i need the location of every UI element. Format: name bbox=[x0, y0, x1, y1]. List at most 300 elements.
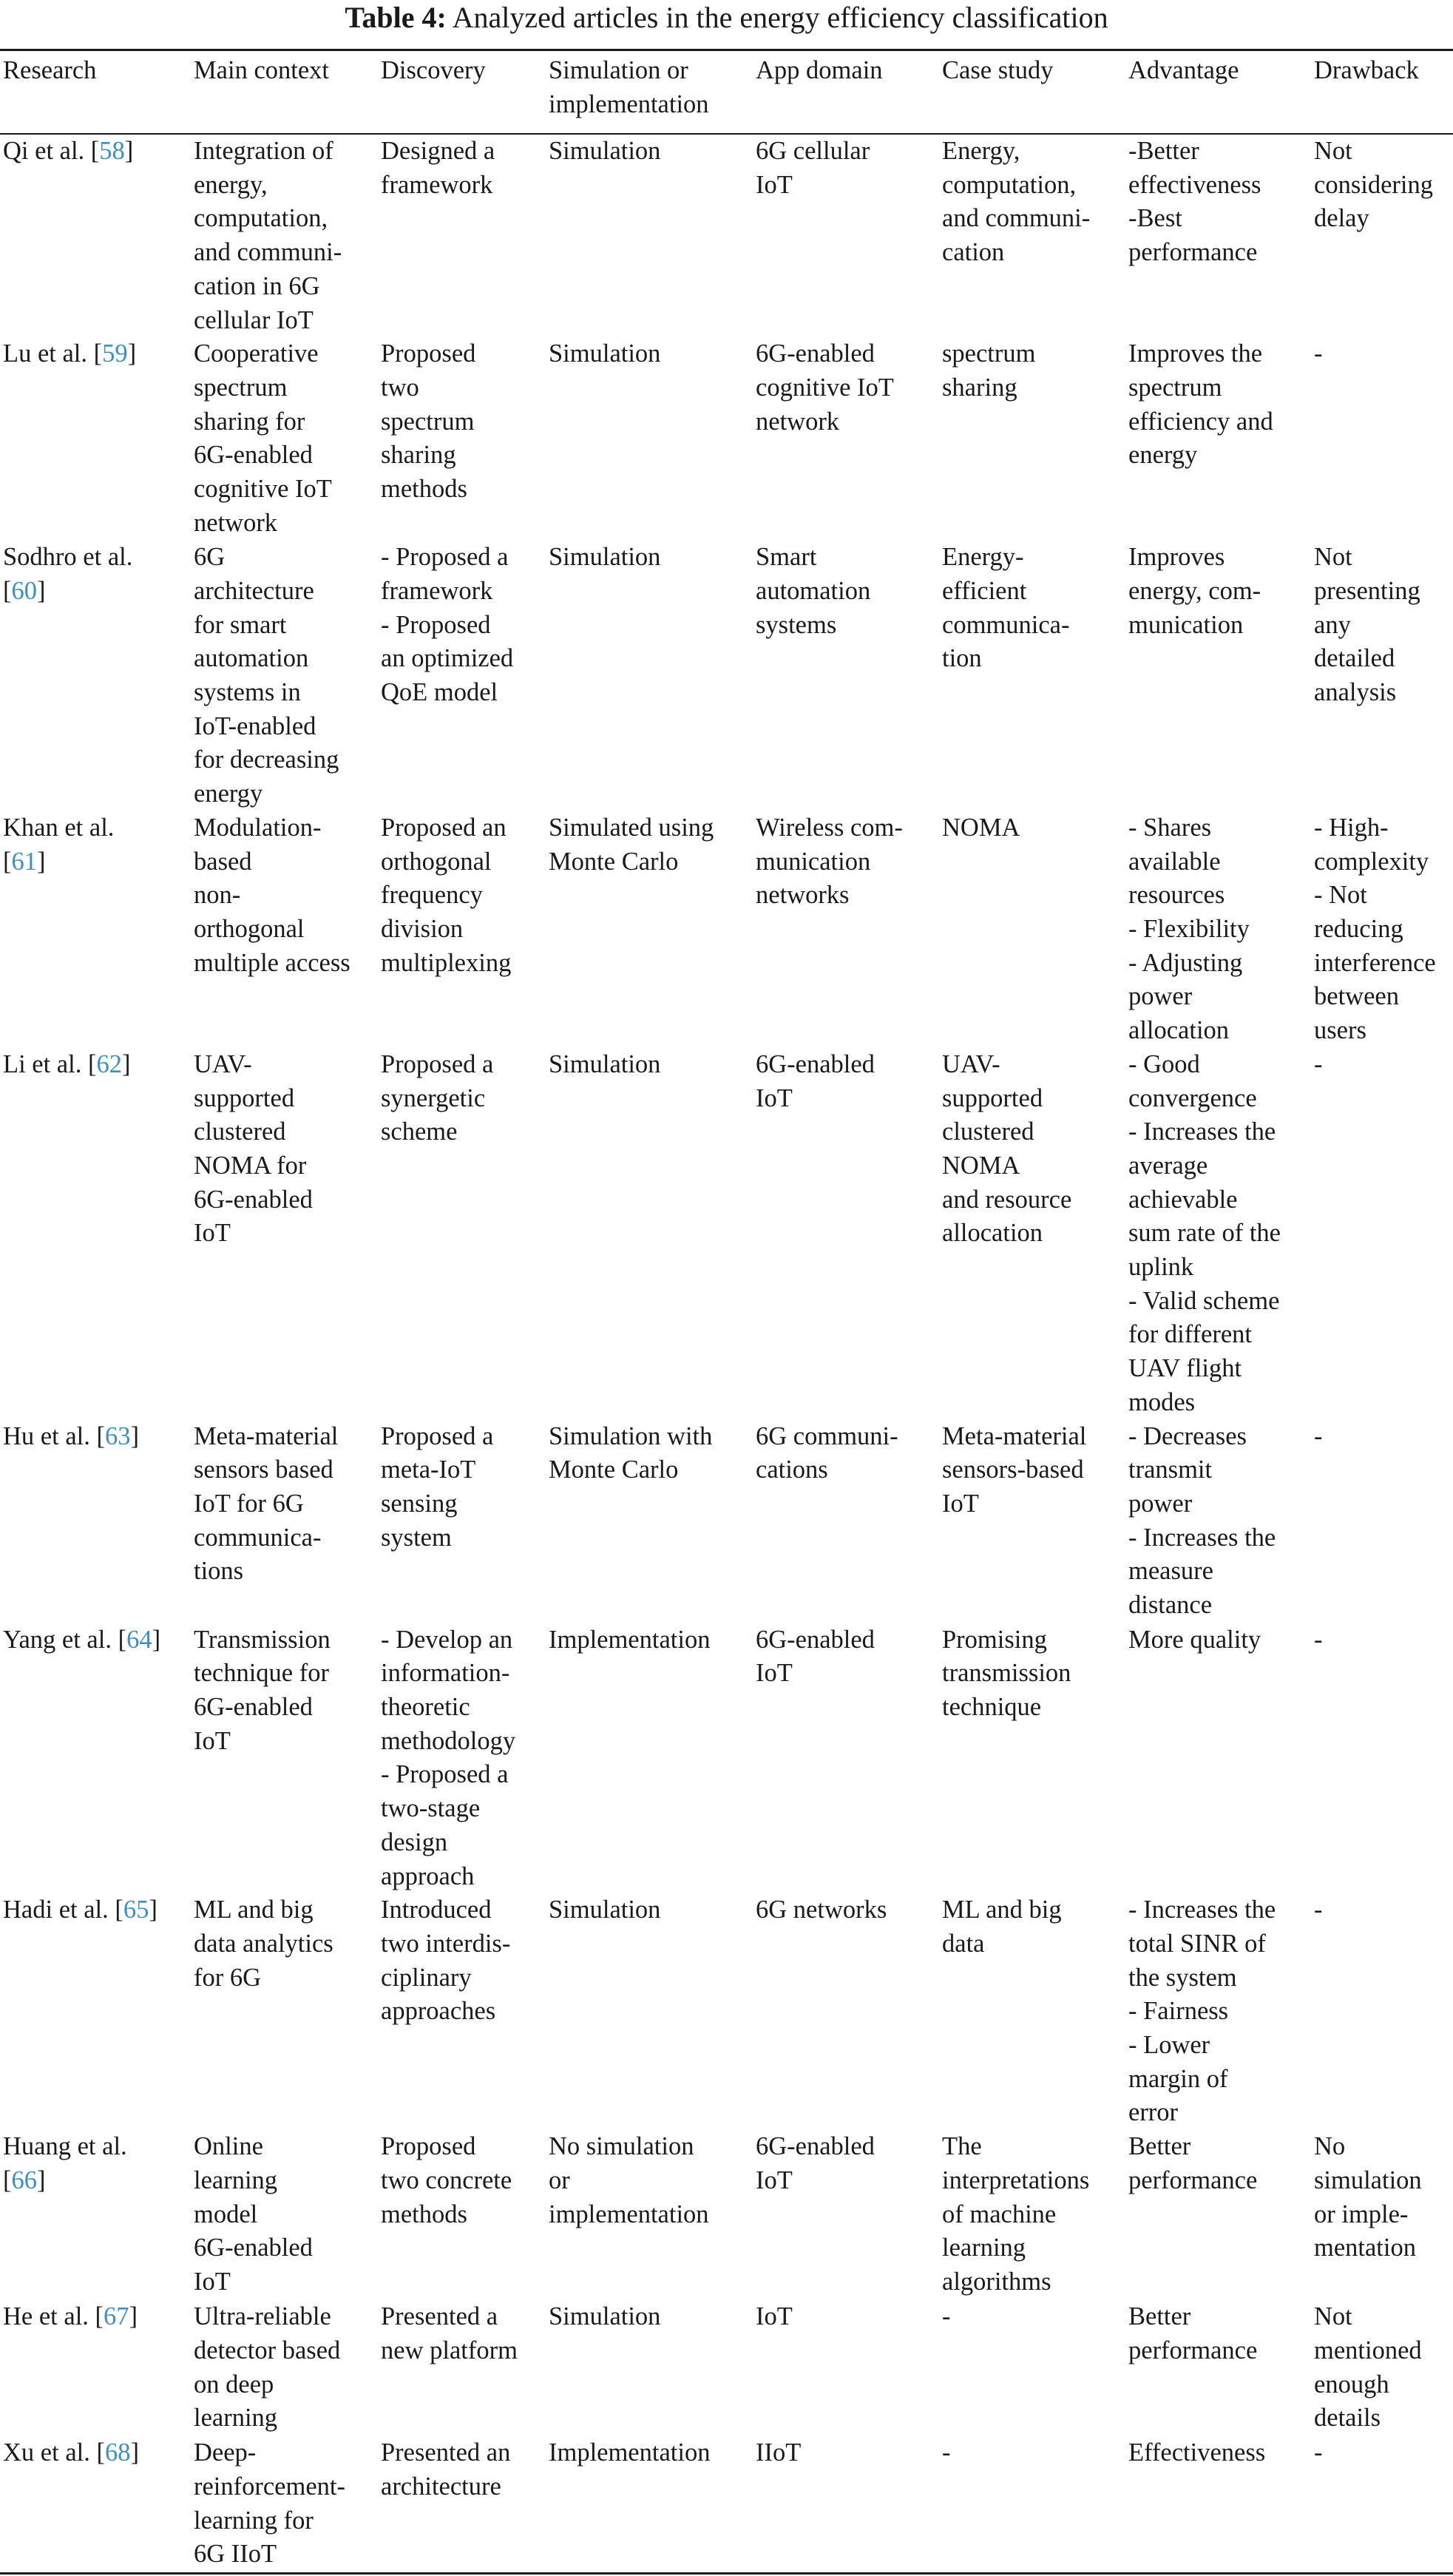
cell-advantage bbox=[1125, 811, 1311, 1048]
cell-line: Simulation bbox=[549, 137, 661, 165]
cell-line: 6G IIoT bbox=[194, 2540, 277, 2569]
cell-line: network bbox=[194, 508, 278, 537]
cell-research bbox=[0, 133, 191, 337]
reference-link[interactable]: 63 bbox=[104, 1421, 131, 1450]
cell-line: non- bbox=[194, 881, 241, 910]
cell-line: - Lower bbox=[1128, 2031, 1210, 2060]
cell-line: cation in 6G bbox=[194, 271, 320, 300]
cell-line: tion bbox=[942, 644, 982, 673]
cell-line: and communi- bbox=[942, 204, 1091, 233]
cell-line: Introduced bbox=[381, 1896, 492, 1924]
cell-line: No simulation bbox=[549, 2132, 694, 2161]
cell-discovery bbox=[378, 2436, 546, 2572]
cell-main-context bbox=[191, 541, 378, 811]
cell-line: Improves the bbox=[1128, 339, 1263, 368]
ref-bracket-close: ] bbox=[37, 2166, 46, 2194]
cell-line: Energy- bbox=[942, 543, 1024, 572]
ref-bracket-open: [ bbox=[3, 847, 12, 876]
cell-line: IoT-enabled bbox=[194, 711, 316, 740]
research-author: Hadi et al. [ bbox=[3, 1896, 123, 1924]
reference-link[interactable]: 67 bbox=[104, 2302, 129, 2331]
cell-advantage bbox=[1125, 1893, 1311, 2130]
cell-line: Energy, bbox=[942, 137, 1020, 165]
cell-line: presenting bbox=[1314, 576, 1420, 605]
cell-app-domain bbox=[753, 541, 939, 811]
cell-line: - Proposed a bbox=[381, 1760, 509, 1789]
cell-line: systems bbox=[756, 610, 837, 639]
cell-line: mentioned bbox=[1314, 2336, 1422, 2364]
cell-line: reinforcement- bbox=[194, 2472, 345, 2501]
research-author-line bbox=[3, 1893, 191, 1927]
cell-line: IoT bbox=[756, 2166, 793, 2194]
reference-link[interactable]: 62 bbox=[96, 1049, 122, 1078]
cell-line: NOMA bbox=[942, 1151, 1020, 1180]
cell-line: technique for bbox=[194, 1659, 329, 1688]
cell-line: - bbox=[942, 2302, 951, 2331]
table-row bbox=[0, 811, 1453, 1048]
cell-drawback bbox=[1311, 2300, 1453, 2436]
cell-discovery bbox=[378, 2300, 546, 2436]
cell-line: Ultra-reliable bbox=[194, 2302, 331, 2331]
cell-line: - Increases the bbox=[1128, 1118, 1276, 1146]
cell-research bbox=[0, 2130, 191, 2300]
cell-main-context bbox=[191, 337, 378, 541]
cell-line: IoT bbox=[194, 1726, 231, 1755]
table-row bbox=[0, 2130, 1453, 2300]
cell-line: reducing bbox=[1314, 914, 1403, 943]
research-author: He et al. [ bbox=[3, 2302, 104, 2331]
cell-drawback bbox=[1311, 133, 1453, 337]
cell-line: performance bbox=[1128, 2166, 1258, 2194]
reference-link[interactable]: 66 bbox=[11, 2166, 37, 2194]
cell-line: multiple access bbox=[194, 948, 350, 977]
research-author: Khan et al. bbox=[3, 813, 115, 842]
cell-drawback bbox=[1311, 1623, 1453, 1894]
cell-line: approach bbox=[381, 1862, 475, 1890]
cell-line: two interdis- bbox=[381, 1929, 511, 1958]
cell-advantage bbox=[1125, 337, 1311, 541]
cell-line: meta-IoT bbox=[381, 1456, 476, 1484]
cell-line: mentation bbox=[1314, 2234, 1416, 2262]
table-row bbox=[0, 133, 1453, 337]
cell-line: - Increases the bbox=[1128, 1523, 1276, 1552]
cell-simulation-or-implementation bbox=[546, 1048, 753, 1420]
cell-line: sharing bbox=[942, 373, 1017, 402]
cell-line: simulation bbox=[1314, 2166, 1422, 2194]
cell-drawback bbox=[1311, 2436, 1453, 2572]
cell-line: ciplinary bbox=[381, 1963, 472, 1992]
cell-line: Simulated using bbox=[549, 813, 714, 842]
column-header-line: Drawback bbox=[1314, 56, 1419, 84]
cell-line: computation, bbox=[942, 170, 1077, 199]
cell-line: supported bbox=[194, 1084, 295, 1112]
cell-line: data bbox=[942, 1929, 985, 1958]
cell-drawback bbox=[1311, 1893, 1453, 2130]
cell-line: error bbox=[1128, 2098, 1179, 2127]
cell-line: details bbox=[1314, 2404, 1381, 2433]
column-header-app-domain bbox=[753, 51, 939, 133]
cell-line: clustered bbox=[942, 1118, 1034, 1146]
table-row bbox=[0, 1048, 1453, 1420]
research-author: Yang et al. [ bbox=[3, 1625, 127, 1654]
energy-efficiency-table bbox=[0, 51, 1453, 2572]
cell-line: transmit bbox=[1128, 1456, 1213, 1484]
research-author-line bbox=[3, 1048, 191, 1082]
cell-line: communica- bbox=[942, 610, 1070, 639]
cell-line: 6G-enabled bbox=[756, 1625, 875, 1654]
reference-link[interactable]: 65 bbox=[123, 1896, 149, 1924]
cell-line: 6G-enabled bbox=[194, 1692, 313, 1721]
table-row bbox=[0, 1623, 1453, 1894]
cell-line: allocation bbox=[1128, 1016, 1230, 1045]
cell-line: - Increases the bbox=[1128, 1896, 1276, 1924]
cell-line: UAV- bbox=[194, 1049, 252, 1078]
column-header-line: implementation bbox=[549, 89, 709, 118]
cell-line: allocation bbox=[942, 1219, 1043, 1248]
cell-line: Implementation bbox=[549, 2438, 711, 2467]
research-ref-line bbox=[3, 845, 191, 879]
cell-line: More quality bbox=[1128, 1625, 1261, 1654]
cell-line: effectiveness bbox=[1128, 170, 1261, 199]
cell-line: sensing bbox=[381, 1489, 458, 1518]
cell-line: synergetic bbox=[381, 1084, 486, 1112]
cell-line: IoT bbox=[756, 1084, 793, 1112]
cell-line: - Shares bbox=[1128, 813, 1212, 842]
cell-line: performance bbox=[1128, 2336, 1258, 2364]
research-author: Lu et al. [ bbox=[3, 339, 103, 368]
cell-line: Modulation- bbox=[194, 813, 322, 842]
cell-line: UAV- bbox=[942, 1049, 1000, 1078]
cell-discovery bbox=[378, 337, 546, 541]
cell-main-context bbox=[191, 1420, 378, 1623]
cell-line: energy bbox=[1128, 441, 1198, 470]
research-author-line bbox=[3, 2300, 191, 2334]
table-row bbox=[0, 1420, 1453, 1623]
cell-case-study bbox=[939, 1893, 1125, 2130]
cell-line: QoE model bbox=[381, 678, 498, 707]
cell-line: 6G-enabled bbox=[194, 2234, 313, 2262]
ref-bracket-close: ] bbox=[130, 1421, 139, 1450]
reference-link[interactable]: 58 bbox=[99, 137, 125, 165]
research-author: Hu et al. [ bbox=[3, 1421, 105, 1450]
column-header-advantage bbox=[1125, 51, 1311, 133]
cell-line: IoT for 6G bbox=[194, 1489, 304, 1518]
cell-main-context bbox=[191, 1623, 378, 1894]
cell-line: 6G-enabled bbox=[756, 2132, 875, 2161]
column-header-research bbox=[0, 51, 191, 133]
cell-line: UAV flight bbox=[1128, 1354, 1242, 1383]
cell-line: energy, bbox=[194, 170, 268, 199]
table-caption-title: Analyzed articles in the energy efficiency classification bbox=[452, 1, 1108, 34]
cell-app-domain bbox=[753, 2436, 939, 2572]
cell-line: interpretations bbox=[942, 2166, 1090, 2194]
cell-advantage bbox=[1125, 541, 1311, 811]
cell-main-context bbox=[191, 1048, 378, 1420]
cell-line: interference bbox=[1314, 948, 1436, 977]
cell-research bbox=[0, 1420, 191, 1623]
research-author: Li et al. [ bbox=[3, 1049, 97, 1078]
cell-line: on deep bbox=[194, 2370, 274, 2398]
cell-line: 6G bbox=[194, 543, 226, 572]
cell-research bbox=[0, 2300, 191, 2436]
cell-line: - Proposed bbox=[381, 610, 491, 639]
cell-line: scheme bbox=[381, 1118, 458, 1146]
cell-line: and communi- bbox=[194, 238, 342, 267]
cell-line: 6G communi- bbox=[756, 1421, 898, 1450]
cell-app-domain bbox=[753, 337, 939, 541]
cell-simulation-or-implementation bbox=[546, 2436, 753, 2572]
cell-line: - High- bbox=[1314, 813, 1389, 842]
cell-line: framework bbox=[381, 576, 493, 605]
cell-line: - Adjusting bbox=[1128, 948, 1243, 977]
cell-app-domain bbox=[753, 1623, 939, 1894]
cell-line: measure bbox=[1128, 1557, 1213, 1586]
cell-line: users bbox=[1314, 1016, 1366, 1045]
cell-line: or bbox=[549, 2166, 570, 2194]
cell-line: Designed a bbox=[381, 137, 495, 165]
reference-link[interactable]: 64 bbox=[126, 1625, 152, 1654]
cell-line: Simulation bbox=[549, 1896, 661, 1924]
cell-app-domain bbox=[753, 133, 939, 337]
cell-line: an optimized bbox=[381, 644, 514, 673]
cell-line: average bbox=[1128, 1151, 1208, 1180]
reference-link[interactable]: 61 bbox=[11, 847, 37, 876]
cell-line: power bbox=[1128, 1489, 1193, 1518]
ref-bracket-close: ] bbox=[124, 137, 134, 165]
column-header-main-context bbox=[191, 51, 378, 133]
cell-case-study bbox=[939, 1048, 1125, 1420]
cell-case-study bbox=[939, 133, 1125, 337]
reference-link[interactable]: 68 bbox=[104, 2438, 131, 2467]
cell-app-domain bbox=[753, 2130, 939, 2300]
column-header-line: Research bbox=[3, 56, 97, 84]
cell-line: systems in bbox=[194, 678, 301, 707]
ref-bracket-close: ] bbox=[130, 2438, 139, 2467]
cell-advantage bbox=[1125, 2436, 1311, 2572]
cell-case-study bbox=[939, 337, 1125, 541]
column-header-line: Main context bbox=[194, 56, 329, 84]
cell-main-context bbox=[191, 2436, 378, 2572]
table-caption bbox=[0, 0, 1453, 46]
cell-line: spectrum bbox=[1128, 373, 1222, 402]
cell-line: implementation bbox=[549, 2200, 709, 2228]
cell-line: automation bbox=[756, 576, 871, 605]
cell-line: munication bbox=[756, 847, 871, 876]
cell-advantage bbox=[1125, 2300, 1311, 2436]
cell-line: for 6G bbox=[194, 1963, 262, 1992]
cell-line: two bbox=[381, 373, 419, 402]
cell-line: No bbox=[1314, 2132, 1346, 2161]
cell-line: approaches bbox=[381, 1997, 496, 2026]
cell-app-domain bbox=[753, 1048, 939, 1420]
cell-drawback bbox=[1311, 1048, 1453, 1420]
cell-line: enough bbox=[1314, 2370, 1389, 2398]
column-header-line: Simulation or bbox=[549, 56, 688, 84]
cell-discovery bbox=[378, 1048, 546, 1420]
cell-line: Not bbox=[1314, 543, 1352, 572]
cell-case-study bbox=[939, 1420, 1125, 1623]
cell-discovery bbox=[378, 1623, 546, 1894]
cell-line: spectrum bbox=[942, 339, 1036, 368]
cell-case-study bbox=[939, 2130, 1125, 2300]
cell-line: or imple- bbox=[1314, 2200, 1409, 2228]
cell-line: methods bbox=[381, 475, 467, 504]
cell-line: efficient bbox=[942, 576, 1027, 605]
cell-line: spectrum bbox=[194, 373, 288, 402]
reference-link[interactable]: 59 bbox=[102, 339, 128, 368]
cell-research bbox=[0, 1623, 191, 1894]
cell-line: spectrum bbox=[381, 407, 475, 436]
cell-line: system bbox=[381, 1523, 452, 1552]
cell-line: Not bbox=[1314, 137, 1352, 165]
research-author-line bbox=[3, 2436, 191, 2470]
table-body bbox=[0, 133, 1453, 2572]
column-header-line: Advantage bbox=[1128, 56, 1239, 84]
cell-line: network bbox=[756, 407, 840, 436]
cell-line: Proposed bbox=[381, 339, 476, 368]
cell-line: architecture bbox=[381, 2472, 501, 2501]
cell-line: two concrete bbox=[381, 2166, 512, 2194]
cell-line: cognitive IoT bbox=[756, 373, 894, 402]
research-author-line bbox=[3, 135, 191, 169]
cell-line: 6G-enabled bbox=[194, 441, 313, 470]
cell-line: for smart bbox=[194, 610, 287, 639]
cell-drawback bbox=[1311, 2130, 1453, 2300]
cell-line: learning for bbox=[194, 2506, 314, 2535]
cell-line: learning bbox=[942, 2234, 1026, 2262]
cell-line: Cooperative bbox=[194, 339, 319, 368]
cell-line: learning bbox=[194, 2166, 278, 2194]
cell-drawback bbox=[1311, 541, 1453, 811]
ref-bracket-close: ] bbox=[37, 847, 46, 876]
cell-line: uplink bbox=[1128, 1253, 1194, 1282]
column-header-case-study bbox=[939, 51, 1125, 133]
cell-line: total SINR of bbox=[1128, 1929, 1266, 1958]
cell-line: - Flexibility bbox=[1128, 914, 1250, 943]
cell-line: new platform bbox=[381, 2336, 518, 2364]
research-ref-line bbox=[3, 575, 191, 609]
cell-drawback bbox=[1311, 337, 1453, 541]
cell-advantage bbox=[1125, 133, 1311, 337]
cell-line: Monte Carlo bbox=[549, 1456, 679, 1484]
cell-line: modes bbox=[1128, 1387, 1196, 1416]
cell-line: sensors based bbox=[194, 1456, 333, 1484]
research-author-line bbox=[3, 337, 191, 371]
cell-advantage bbox=[1125, 1048, 1311, 1420]
cell-line: detailed bbox=[1314, 644, 1395, 673]
cell-research bbox=[0, 541, 191, 811]
cell-line: Online bbox=[194, 2132, 263, 2161]
cell-case-study bbox=[939, 811, 1125, 1048]
cell-line: algorithms bbox=[942, 2268, 1051, 2296]
cell-line: Presented a bbox=[381, 2302, 498, 2331]
cell-line: Simulation bbox=[549, 543, 661, 572]
cell-line: Presented an bbox=[381, 2438, 511, 2467]
cell-line: the system bbox=[1128, 1963, 1237, 1992]
cell-line: architecture bbox=[194, 576, 314, 605]
cell-line: cellular IoT bbox=[194, 305, 314, 334]
cell-main-context bbox=[191, 2300, 378, 2436]
cell-line: Proposed a bbox=[381, 1421, 494, 1450]
cell-line: considering bbox=[1314, 170, 1433, 199]
cell-line: learning bbox=[194, 2404, 278, 2433]
cell-line: model bbox=[194, 2200, 258, 2228]
cell-line: orthogonal bbox=[194, 914, 305, 943]
research-author-line bbox=[3, 1623, 191, 1657]
cell-line: orthogonal bbox=[381, 847, 492, 876]
ref-bracket-open: [ bbox=[3, 576, 12, 605]
ref-bracket-close: ] bbox=[149, 1896, 158, 1924]
cell-line: communica- bbox=[194, 1523, 322, 1552]
research-author: Sodhro et al. bbox=[3, 543, 133, 572]
research-ref-line bbox=[3, 2164, 191, 2198]
cell-line: convergence bbox=[1128, 1084, 1257, 1112]
cell-simulation-or-implementation bbox=[546, 541, 753, 811]
cell-line: IoT bbox=[942, 1489, 979, 1518]
cell-line: frequency bbox=[381, 881, 483, 910]
ref-bracket-close: ] bbox=[121, 1049, 131, 1078]
cell-line: of machine bbox=[942, 2200, 1057, 2228]
cell-line: automation bbox=[194, 644, 309, 673]
cell-line: Meta-material bbox=[194, 1421, 339, 1450]
cell-case-study bbox=[939, 1623, 1125, 1894]
research-author-line bbox=[3, 811, 191, 845]
cell-app-domain bbox=[753, 2300, 939, 2436]
cell-line: Simulation bbox=[549, 2302, 661, 2331]
cell-line: Deep- bbox=[194, 2438, 257, 2467]
table-row bbox=[0, 1893, 1453, 2130]
cell-line: theoretic bbox=[381, 1692, 470, 1721]
table-header-row bbox=[0, 51, 1453, 133]
cell-line: Better bbox=[1128, 2302, 1191, 2331]
cell-line: tions bbox=[194, 1557, 244, 1586]
cell-line: delay bbox=[1314, 204, 1369, 233]
cell-app-domain bbox=[753, 1420, 939, 1623]
table-row bbox=[0, 337, 1453, 541]
cell-line: IoT bbox=[194, 1219, 231, 1248]
research-author: Qi et al. [ bbox=[3, 137, 100, 165]
cell-line: methods bbox=[381, 2200, 467, 2228]
cell-line: Implementation bbox=[549, 1625, 711, 1654]
cell-line: computation, bbox=[194, 204, 328, 233]
cell-discovery bbox=[378, 133, 546, 337]
table-row bbox=[0, 2300, 1453, 2436]
cell-line: cations bbox=[756, 1456, 828, 1484]
cell-line: NOMA for bbox=[194, 1151, 307, 1180]
cell-line: energy bbox=[194, 780, 263, 808]
cell-line: analysis bbox=[1314, 678, 1397, 707]
cell-line: detector based bbox=[194, 2336, 341, 2364]
cell-line: IoT bbox=[756, 170, 793, 199]
table-bottom-rule bbox=[0, 2572, 1453, 2575]
cell-line: IoT bbox=[756, 2302, 793, 2331]
cell-line: sensors-based bbox=[942, 1456, 1084, 1484]
cell-line: Wireless com- bbox=[756, 813, 903, 842]
cell-discovery bbox=[378, 1420, 546, 1623]
cell-research bbox=[0, 337, 191, 541]
cell-simulation-or-implementation bbox=[546, 1420, 753, 1623]
cell-advantage bbox=[1125, 1623, 1311, 1894]
table-row bbox=[0, 541, 1453, 811]
column-header-line: Discovery bbox=[381, 56, 486, 84]
cell-simulation-or-implementation bbox=[546, 811, 753, 1048]
cell-line: Not bbox=[1314, 2302, 1352, 2331]
cell-case-study bbox=[939, 2300, 1125, 2436]
research-author-line bbox=[3, 2130, 191, 2164]
cell-simulation-or-implementation bbox=[546, 1893, 753, 2130]
reference-link[interactable]: 60 bbox=[11, 576, 37, 605]
cell-line: multiplexing bbox=[381, 948, 512, 977]
